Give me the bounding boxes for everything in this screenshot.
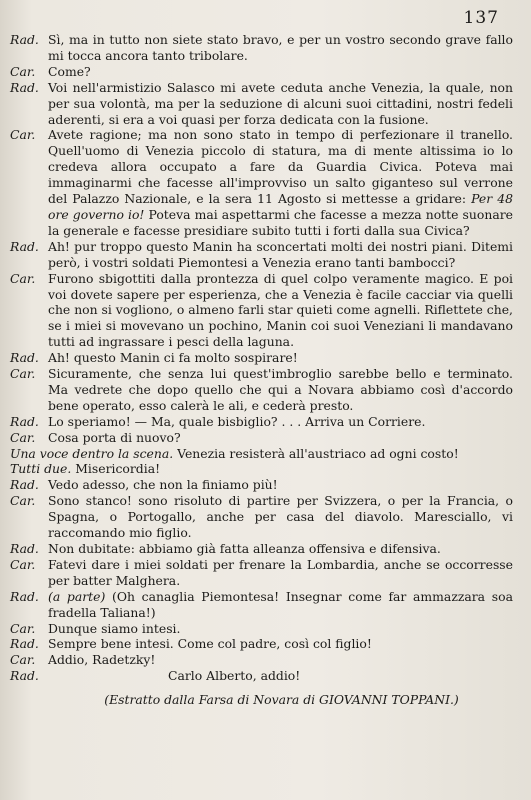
speaker-label: Car. xyxy=(10,556,36,572)
speaker-label: Una voce dentro la scena. xyxy=(10,445,174,461)
emphasized-quote: Per 48 ore governo io! xyxy=(48,191,513,222)
speech-body: Misericordia! xyxy=(75,461,161,477)
speaker-label: Car. xyxy=(10,652,36,668)
dialogue-line xyxy=(10,271,513,351)
speech-body: Sono stanco! sono risoluto di partire per Svizzera, o per la Francia, o Spagna, o Portogallo, anche per casa del diavolo. Maresciallo, vi raccomando mio figlio. xyxy=(48,493,513,541)
speaker-label: Rad. xyxy=(10,541,39,556)
speech-text xyxy=(48,557,513,589)
speaker-label: Rad. xyxy=(10,588,39,604)
dialogue-line xyxy=(10,350,513,366)
speech-body: Sicuramente, che senza lui quest'imbroglio sarebbe bello e terminato. Ma vedrete che dopo quello che qui a Novara abbiamo così d'accordo bene operato, esso calerà le ali, e cederà presto. xyxy=(48,366,513,413)
speaker-label: Car. xyxy=(10,429,36,445)
speech-text xyxy=(48,32,513,64)
speech-text xyxy=(48,64,513,80)
speech-body: Cosa porta di nuovo? xyxy=(48,429,181,445)
speaker-label: Car. xyxy=(10,493,36,509)
speech-body: Vedo adesso, che non la finiamo più! xyxy=(48,477,278,493)
dialogue-block xyxy=(10,32,513,684)
speech-body: Ah! questo Manin ci fa molto sospirare! xyxy=(48,350,298,366)
speaker-label: Car. xyxy=(10,620,36,636)
speech-text xyxy=(48,127,513,238)
dialogue-line xyxy=(10,557,513,589)
attribution: (Estratto dalla Farsa di Novara di GIOVANNI TOPPANI.) xyxy=(104,692,459,708)
speaker-label: Rad. xyxy=(10,413,39,429)
dialogue-line xyxy=(10,541,513,557)
speech-body: Fatevi dare i miei soldati per frenare la Lombardia, anche se occorresse per batter Malghera. xyxy=(48,556,513,588)
dialogue-line xyxy=(10,239,513,271)
speech-text xyxy=(48,621,513,637)
dialogue-line xyxy=(10,430,513,446)
speaker-label: Car. xyxy=(10,270,36,286)
speech-body: Sì, ma in tutto non siete stato bravo, e per un vostro secondo grave fallo mi tocca ancora tanto tribolare. xyxy=(48,32,513,63)
speech-body: Ah! pur troppo questo Manin ha sconcertati molti dei nostri piani. Ditemi però, i vostri soldati Piemontesi a Venezia erano tanti bambocci? xyxy=(48,238,513,270)
speech-text xyxy=(48,350,513,366)
speech-body: (Oh canaglia Piemontesa! Insegnar come far ammazzara soa fradella Taliana!) xyxy=(48,588,513,620)
speaker-label: Rad. xyxy=(10,636,39,652)
speech-text xyxy=(48,366,513,414)
speech-body: Voi nell'armistizio Salasco mi avete ceduta anche Venezia, la quale, non per sua volontà, ma per la seduzione di alcuni suoi cittadini, nostri fedeli aderenti, si era a voi quasi per forza dedicata con la fusione. xyxy=(48,79,513,127)
speech-body: Sempre bene intesi. Come col padre, così col figlio! xyxy=(48,636,372,652)
dialogue-line xyxy=(10,493,513,541)
dialogue-line xyxy=(10,32,513,64)
speaker-label: Rad. xyxy=(10,79,39,95)
speech-text xyxy=(48,589,513,621)
speech-body: Dunque siamo intesi. xyxy=(48,620,181,636)
dialogue-line xyxy=(10,461,513,477)
speech-body: Furono sbigottiti dalla prontezza di quel colpo veramente magico. E poi voi dovete sapere per esperienza, che a Venezia è facile cacciar via quelli che non si vogliono, o almeno farli star quieti come agnelli. Riflettete che, se i miei si movevano un pochino, Manin coi suoi Veneziani li mandavano tutti ad ingrassare i pesci della laguna. xyxy=(48,270,513,350)
speaker-label: Rad. xyxy=(10,32,39,47)
speech-text xyxy=(48,430,513,446)
speech-body: Lo speriamo! — Ma, quale bisbiglio? . . . Arriva un Corriere. xyxy=(48,413,426,429)
speaker-label: Rad. xyxy=(10,477,39,493)
dialogue-line xyxy=(10,446,513,462)
dialogue-line xyxy=(10,414,513,430)
speech-text xyxy=(48,636,513,652)
speech-body: Come? xyxy=(48,63,91,79)
speaker-label: Tutti due. xyxy=(10,461,72,477)
dialogue-line xyxy=(10,636,513,652)
speech-body-continued: Poteva mai aspettarmi che facesse a mezza notte suonare la generale e facesse presidiare subito tutti i forti dalla sua Civica? xyxy=(48,206,513,238)
dialogue-line xyxy=(10,621,513,637)
speech-text xyxy=(48,652,513,668)
speech-text xyxy=(48,668,513,684)
speaker-label: Car. xyxy=(10,366,36,382)
stage-direction: (a parte) xyxy=(48,588,106,604)
speech-text xyxy=(48,414,513,430)
speaker-label: Rad. xyxy=(10,668,39,684)
speech-body: Non dubitate: abbiamo già fatta alleanza offensiva e difensiva. xyxy=(48,541,441,556)
dialogue-line xyxy=(10,668,513,684)
speech-body: Avete ragione; ma non sono stato in tempo di perfezionare il tranello. Quell'uomo di Venezia piccolo di statura, ma di mente altissima io lo credeva allora occupato a fare da Guardia Civica. Poteva mai immaginarmi che facesse all'improvviso un salto giganteso sul verrone del Palazzo Nazionale, e la sera 11 Agosto si mettesse a gridare: xyxy=(48,127,513,207)
speech-body: Venezia resisterà all'austriaco ad ogni costo! xyxy=(177,445,459,461)
speech-text xyxy=(48,239,513,271)
dialogue-line xyxy=(10,589,513,621)
speech-text xyxy=(48,493,513,541)
dialogue-line xyxy=(10,477,513,493)
speaker-label: Rad. xyxy=(10,238,39,254)
speech-body: Addio, Radetzky! xyxy=(48,652,156,668)
dialogue-line xyxy=(10,127,513,238)
dialogue-line xyxy=(10,80,513,128)
speech-text xyxy=(48,271,513,351)
dialogue-line xyxy=(10,64,513,80)
speaker-label: Car. xyxy=(10,63,36,79)
page-number: 137 xyxy=(463,8,499,28)
speech-body: Carlo Alberto, addio! xyxy=(168,668,301,684)
speech-text xyxy=(48,80,513,128)
speaker-label: Car. xyxy=(10,127,36,143)
speech-text xyxy=(75,461,160,476)
speaker-label: Rad. xyxy=(10,350,39,366)
speech-text xyxy=(48,541,513,557)
speech-text xyxy=(177,446,459,461)
dialogue-line xyxy=(10,652,513,668)
dialogue-line xyxy=(10,366,513,414)
speech-text xyxy=(48,477,513,493)
